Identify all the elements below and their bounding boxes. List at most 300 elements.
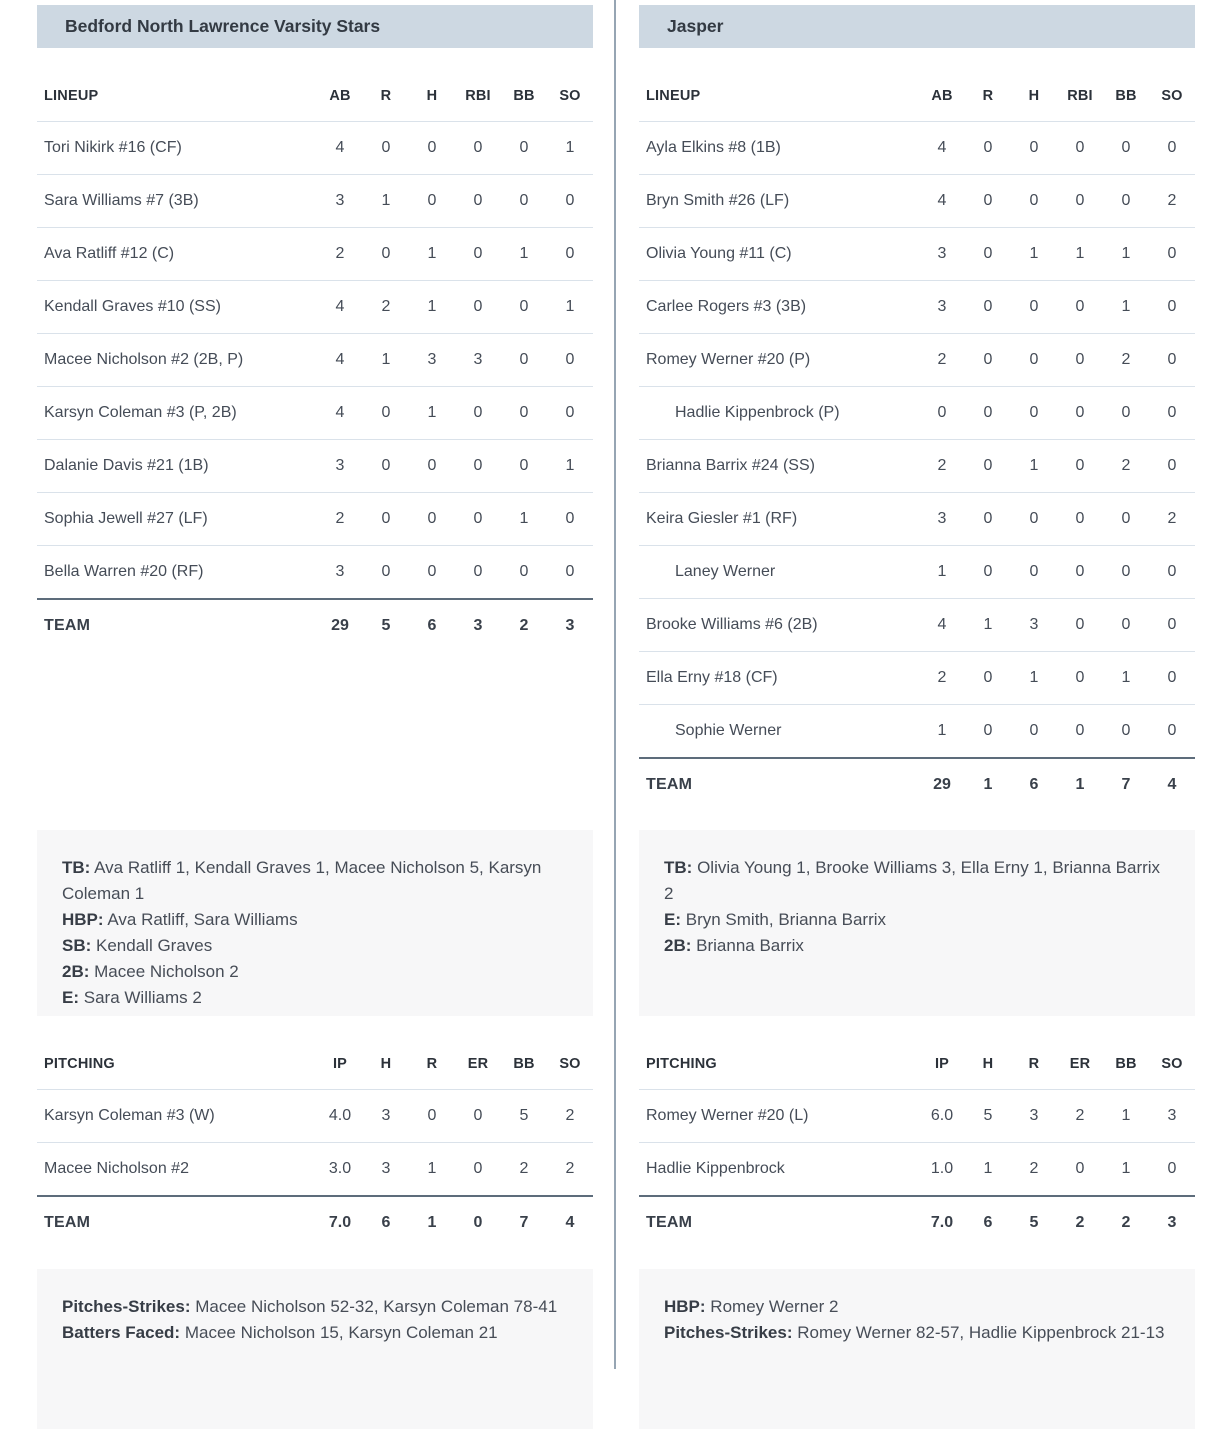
stat-cell-rbi: 0 [1075,192,1085,209]
pitcher-row [639,1090,1195,1143]
player-row [639,599,1195,652]
stat-cell-bb: 1 [1121,298,1131,315]
player-row [639,705,1195,757]
stat-cell-rbi: 0 [1075,457,1085,474]
total-r: 5 [1029,1213,1039,1231]
stat-column-header: R [982,87,994,104]
stat-column-header: AB [931,87,953,104]
total-er: 2 [1075,1213,1085,1231]
stat-column-header: RBI [1067,87,1093,104]
pitcher-name: Hadlie Kippenbrock [646,1160,785,1177]
stat-cell-bb: 0 [519,351,529,368]
player-name: Bryn Smith #26 (LF) [646,192,790,209]
stat-cell-rbi: 0 [1075,298,1085,315]
stat-cell-bb: 0 [1121,616,1131,633]
stat-cell-bb: 0 [519,139,529,156]
total-h: 6 [381,1213,391,1231]
note-text: Macee Nicholson 15, Karsyn Coleman 21 [184,1323,498,1342]
stat-column-header: IP [332,1055,348,1072]
stat-cell-rbi: 1 [1075,245,1085,262]
stat-cell-h: 3 [381,1107,391,1124]
total-ip: 7.0 [930,1213,954,1231]
stat-cell-ab: 3 [937,298,947,315]
stat-column-header: R [426,1055,438,1072]
total-rbi: 3 [473,616,483,634]
stat-cell-h: 0 [427,139,437,156]
stat-column-header: BB [1115,1055,1137,1072]
player-name: Bella Warren #20 (RF) [44,563,204,580]
stat-cell-rbi: 0 [1075,722,1085,739]
stat-column-header: SO [1161,1055,1183,1072]
stat-cell-so: 0 [565,404,575,421]
note-item [62,933,568,959]
total-so: 3 [1167,1213,1177,1231]
stat-cell-so: 0 [1167,722,1177,739]
stat-cell-rbi: 0 [1075,404,1085,421]
pitching-column-header: PITCHING [44,1055,115,1072]
stat-column-header: R [1028,1055,1040,1072]
stat-cell-ab: 1 [937,722,947,739]
stat-cell-h: 0 [1029,510,1039,527]
lineup-column-header: LINEUP [44,87,99,104]
pitcher-name: Karsyn Coleman #3 (W) [44,1107,215,1124]
player-row [639,281,1195,334]
stat-cell-r: 0 [983,563,993,580]
stat-cell-ab: 3 [335,563,345,580]
pitcher-name: Macee Nicholson #2 [44,1160,189,1177]
stat-cell-r: 0 [983,192,993,209]
team-panel-away [37,0,593,1429]
pitching-notes-box [639,1269,1195,1429]
player-row [639,334,1195,387]
stat-cell-rbi: 0 [1075,510,1085,527]
stat-cell-ab: 2 [937,669,947,686]
stat-cell-h: 0 [1029,563,1039,580]
note-label: Pitches-Strikes: [664,1323,793,1342]
stat-cell-so: 0 [565,245,575,262]
total-r: 1 [983,775,993,793]
stat-cell-so: 0 [1167,563,1177,580]
stat-cell-so: 2 [1167,192,1177,209]
stat-cell-rbi: 0 [473,510,483,527]
stat-cell-so: 0 [1167,139,1177,156]
total-r: 5 [381,616,391,634]
note-label: Batters Faced: [62,1323,181,1342]
stat-cell-rbi: 0 [473,404,483,421]
stat-cell-so: 2 [565,1107,575,1124]
stat-cell-r: 1 [381,351,391,368]
stat-cell-h: 0 [1029,192,1039,209]
stat-cell-bb: 2 [1121,457,1131,474]
total-h: 6 [1029,775,1039,793]
stat-cell-r: 0 [983,245,993,262]
stat-cell-h: 0 [1029,351,1039,368]
player-row [37,228,593,281]
stat-cell-r: 0 [983,722,993,739]
total-so: 4 [565,1213,575,1231]
stat-cell-h: 0 [427,563,437,580]
stat-cell-ab: 3 [937,510,947,527]
team-total-label: TEAM [44,1213,91,1231]
stat-cell-rbi: 0 [1075,351,1085,368]
stat-cell-so: 0 [565,563,575,580]
stat-cell-so: 0 [1167,457,1177,474]
stat-cell-rbi: 0 [1075,669,1085,686]
stat-cell-rbi: 0 [473,457,483,474]
note-label: SB: [62,936,92,955]
pitching-notes-box [37,1269,593,1429]
lineup-total-row [37,598,593,651]
stat-cell-r: 0 [381,139,391,156]
player-row [639,228,1195,281]
player-row [639,546,1195,599]
stat-cell-bb: 1 [1121,1107,1131,1124]
stat-cell-bb: 0 [1121,563,1131,580]
player-name: Romey Werner #20 (P) [646,351,811,368]
stat-cell-so: 1 [565,298,575,315]
stat-column-header: ER [1069,1055,1091,1072]
player-row [639,652,1195,705]
stat-cell-r: 0 [983,404,993,421]
stat-cell-ab: 4 [335,404,345,421]
pitching-header-row [639,1038,1195,1090]
player-row [639,122,1195,175]
player-row [37,493,593,546]
team-name: Bedford North Lawrence Varsity Stars [65,16,381,36]
stat-cell-rbi: 0 [473,139,483,156]
stat-cell-h: 1 [1029,245,1039,262]
stat-cell-h: 1 [1029,669,1039,686]
lineup-table [639,70,1195,810]
pitcher-row [639,1143,1195,1195]
stat-cell-r: 0 [381,245,391,262]
stat-cell-er: 2 [1075,1107,1085,1124]
stat-column-header: SO [559,87,581,104]
note-item [62,959,568,985]
total-bb: 7 [1121,775,1131,793]
stat-cell-er: 0 [473,1107,483,1124]
player-name: Sara Williams #7 (3B) [44,192,199,209]
total-so: 3 [565,616,575,634]
pitching-table [639,1038,1195,1248]
stat-cell-bb: 1 [1121,245,1131,262]
stat-cell-ab: 0 [937,404,947,421]
stat-cell-h: 0 [1029,139,1039,156]
player-name: Carlee Rogers #3 (3B) [646,298,807,315]
batting-notes-box [639,830,1195,1016]
total-er: 0 [473,1213,483,1231]
note-label: HBP: [664,1297,706,1316]
stat-column-header: R [380,87,392,104]
player-name: Ella Erny #18 (CF) [646,669,778,686]
stat-cell-so: 0 [1167,1160,1177,1177]
total-bb: 2 [519,616,529,634]
stat-cell-bb: 1 [519,245,529,262]
stat-cell-so: 2 [565,1160,575,1177]
stat-cell-ab: 4 [937,192,947,209]
stat-cell-bb: 0 [1121,139,1131,156]
stat-cell-ab: 2 [335,245,345,262]
stat-column-header: IP [934,1055,950,1072]
stat-cell-ab: 4 [335,351,345,368]
stat-cell-h: 0 [1029,404,1039,421]
player-name: Karsyn Coleman #3 (P, 2B) [44,404,237,421]
stat-cell-h: 1 [427,298,437,315]
stat-cell-rbi: 0 [473,245,483,262]
stat-cell-so: 0 [565,351,575,368]
stat-cell-r: 0 [983,510,993,527]
stat-cell-bb: 1 [519,510,529,527]
stat-cell-bb: 5 [519,1107,529,1124]
note-item [62,985,568,1011]
note-label: HBP: [62,910,104,929]
team-total-label: TEAM [44,616,91,634]
note-item [664,855,1170,907]
stat-cell-bb: 1 [1121,1160,1131,1177]
stat-cell-rbi: 0 [1075,616,1085,633]
player-name: Olivia Young #11 (C) [646,245,792,262]
stat-cell-rbi: 0 [473,192,483,209]
note-text: Kendall Graves [96,936,213,955]
player-name: Sophia Jewell #27 (LF) [44,510,208,527]
team-total-label: TEAM [646,775,693,793]
stat-cell-h: 1 [427,404,437,421]
note-text: Romey Werner 2 [710,1297,839,1316]
stat-cell-r: 1 [427,1160,437,1177]
player-row [37,122,593,175]
stat-cell-ab: 3 [937,245,947,262]
note-label: 2B: [62,962,90,981]
note-text: Olivia Young 1, Brooke Williams 3, Ella Erny 1, Brianna Barrix 2 [664,858,1161,903]
player-name: Macee Nicholson #2 (2B, P) [44,351,244,368]
stat-cell-r: 0 [381,510,391,527]
stat-cell-ab: 2 [937,457,947,474]
team-panel-home [639,0,1195,1429]
stat-cell-bb: 2 [1121,351,1131,368]
stat-column-header: H [982,1055,994,1072]
stat-cell-h: 1 [427,245,437,262]
player-row [639,440,1195,493]
lineup-header-row [639,70,1195,122]
stat-cell-ab: 3 [335,457,345,474]
stat-cell-ab: 4 [937,616,947,633]
stat-cell-h: 0 [427,192,437,209]
note-text: Romey Werner 82-57, Hadlie Kippenbrock 21-13 [797,1323,1165,1342]
stat-cell-r: 0 [381,457,391,474]
player-name: Keira Giesler #1 (RF) [646,510,798,527]
pitching-table [37,1038,593,1248]
total-ip: 7.0 [328,1213,352,1231]
note-text: Bryn Smith, Brianna Barrix [685,910,887,929]
team-header-band [639,5,1195,48]
player-name: Hadlie Kippenbrock (P) [675,404,840,421]
stat-cell-ab: 1 [937,563,947,580]
stat-cell-so: 3 [1167,1107,1177,1124]
stat-cell-bb: 0 [1121,722,1131,739]
player-row [639,387,1195,440]
stat-cell-er: 0 [473,1160,483,1177]
stat-cell-bb: 0 [519,563,529,580]
stat-cell-r: 2 [381,298,391,315]
batting-notes-box [37,830,593,1016]
stat-cell-so: 0 [565,192,575,209]
note-label: Pitches-Strikes: [62,1297,191,1316]
player-row [37,440,593,493]
stat-cell-ab: 2 [335,510,345,527]
total-h: 6 [983,1213,993,1231]
stat-cell-r: 0 [427,1107,437,1124]
player-name: Laney Werner [675,563,776,580]
lineup-column-header: LINEUP [646,87,701,104]
pitcher-name: Romey Werner #20 (L) [646,1107,809,1124]
stat-cell-so: 0 [1167,616,1177,633]
stat-cell-h: 1 [983,1160,993,1177]
stat-cell-ip: 1.0 [930,1160,954,1177]
stat-cell-r: 3 [1029,1107,1039,1124]
team-total-label: TEAM [646,1213,693,1231]
total-ab: 29 [331,616,349,634]
stat-column-header: BB [1115,87,1137,104]
stat-cell-bb: 2 [519,1160,529,1177]
lineup-rows [639,122,1195,757]
stat-cell-ab: 4 [937,139,947,156]
pitcher-row [37,1090,593,1143]
player-row [639,175,1195,228]
stat-cell-r: 0 [381,404,391,421]
note-text: Ava Ratliff, Sara Williams [107,910,298,929]
player-name: Brianna Barrix #24 (SS) [646,457,815,474]
stat-cell-bb: 0 [519,298,529,315]
stat-cell-r: 1 [983,616,993,633]
player-row [37,546,593,598]
stat-cell-bb: 0 [1121,404,1131,421]
team-header-band [37,5,593,48]
stat-cell-r: 0 [983,351,993,368]
pitching-column-header: PITCHING [646,1055,717,1072]
stat-cell-r: 0 [983,139,993,156]
stat-cell-rbi: 0 [1075,139,1085,156]
note-label: E: [62,988,79,1007]
total-h: 6 [427,616,437,634]
stat-cell-bb: 0 [519,192,529,209]
player-name: Dalanie Davis #21 (1B) [44,457,209,474]
stat-cell-er: 0 [1075,1160,1085,1177]
note-label: TB: [62,858,91,877]
stat-column-header: SO [1161,87,1183,104]
stat-cell-rbi: 0 [473,298,483,315]
stat-column-header: BB [513,1055,535,1072]
stat-column-header: SO [559,1055,581,1072]
note-item [664,933,1170,959]
stat-cell-so: 0 [1167,669,1177,686]
stat-column-header: H [426,87,438,104]
stat-column-header: AB [329,87,351,104]
lineup-rows [37,122,593,598]
stat-cell-so: 0 [1167,298,1177,315]
note-item [664,1294,1170,1320]
stat-cell-so: 1 [565,139,575,156]
stat-cell-r: 1 [381,192,391,209]
note-text: Brianna Barrix [696,936,804,955]
note-text: Sara Williams 2 [83,988,202,1007]
stat-cell-h: 3 [1029,616,1039,633]
player-name: Tori Nikirk #16 (CF) [44,139,182,156]
lineup-header-row [37,70,593,122]
player-name: Sophie Werner [675,722,782,739]
pitching-rows [37,1090,593,1195]
stat-cell-ab: 4 [335,298,345,315]
stat-cell-h: 0 [1029,298,1039,315]
stat-column-header: BB [513,87,535,104]
stat-cell-h: 0 [427,457,437,474]
note-text: Ava Ratliff 1, Kendall Graves 1, Macee Nicholson 5, Karsyn Coleman 1 [62,858,542,903]
stat-column-header: RBI [465,87,491,104]
stat-cell-rbi: 0 [473,563,483,580]
note-item [62,907,568,933]
total-so: 4 [1167,775,1177,793]
team-name: Jasper [667,16,724,36]
stat-cell-ip: 3.0 [328,1160,352,1177]
total-rbi: 1 [1075,775,1085,793]
total-bb: 2 [1121,1213,1131,1231]
stat-cell-h: 3 [381,1160,391,1177]
stat-cell-h: 0 [427,510,437,527]
lineup-total-row [639,757,1195,810]
stat-cell-r: 2 [1029,1160,1039,1177]
stat-cell-so: 0 [1167,351,1177,368]
stat-cell-h: 3 [427,351,437,368]
note-item [62,855,568,907]
stat-cell-h: 5 [983,1107,993,1124]
note-label: E: [664,910,681,929]
stat-column-header: H [380,1055,392,1072]
stat-cell-rbi: 0 [1075,563,1085,580]
stat-cell-so: 2 [1167,510,1177,527]
total-r: 1 [427,1213,437,1231]
stat-cell-so: 0 [565,510,575,527]
stat-cell-so: 1 [565,457,575,474]
note-text: Macee Nicholson 52-32, Karsyn Coleman 78-41 [195,1297,558,1316]
stat-cell-so: 0 [1167,404,1177,421]
stat-cell-r: 0 [983,457,993,474]
stat-cell-bb: 0 [519,457,529,474]
note-label: TB: [664,858,693,877]
stat-cell-bb: 0 [1121,510,1131,527]
player-row [639,493,1195,546]
total-bb: 7 [519,1213,529,1231]
note-item [664,1320,1170,1346]
stat-cell-h: 1 [1029,457,1039,474]
player-row [37,387,593,440]
note-item [664,907,1170,933]
stat-cell-bb: 0 [1121,192,1131,209]
stat-cell-ab: 4 [335,139,345,156]
stat-cell-r: 0 [381,563,391,580]
note-label: 2B: [664,936,692,955]
pitching-total-row [639,1195,1195,1248]
player-name: Brooke Williams #6 (2B) [646,616,818,633]
stat-cell-r: 0 [983,669,993,686]
stat-cell-rbi: 3 [473,351,483,368]
player-row [37,175,593,228]
stat-column-header: H [1028,87,1040,104]
player-name: Kendall Graves #10 (SS) [44,298,221,315]
stat-cell-ab: 2 [937,351,947,368]
pitching-header-row [37,1038,593,1090]
stat-column-header: ER [467,1055,489,1072]
stat-cell-r: 0 [983,298,993,315]
note-item [62,1320,568,1346]
